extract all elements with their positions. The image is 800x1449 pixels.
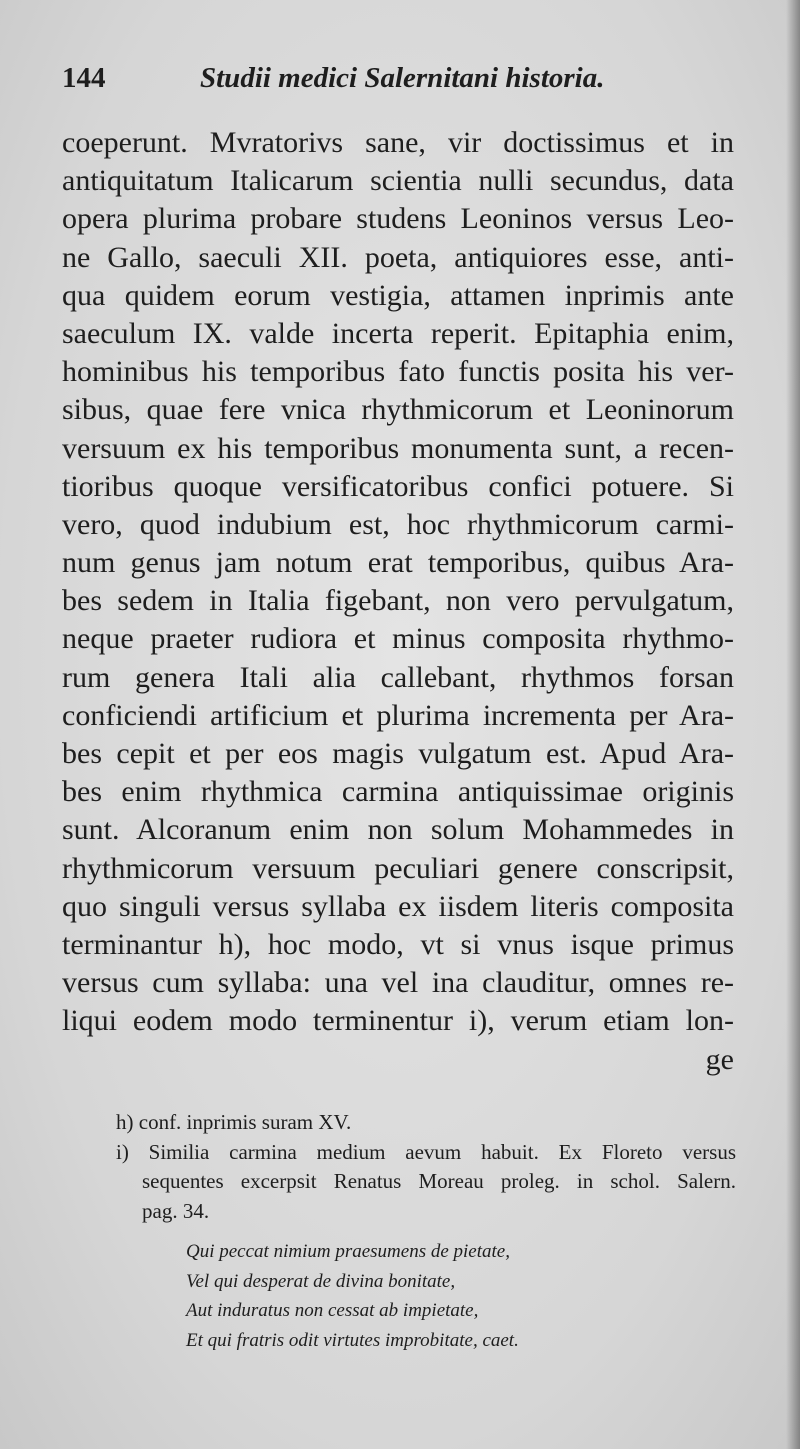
running-title: Studii medici Salernitani historia. (200, 62, 605, 94)
body-line: vero, quod indubium est, hoc rhythmicorum carmi- (62, 507, 734, 541)
verse-line: Et qui fratris odit virtutes improbitate, caet. (186, 1329, 519, 1351)
footnote-i: i) Similia carmina medium aevum habuit. Ex Floreto versus (116, 1139, 736, 1164)
body-line: bes enim rhythmica carmina antiquissimae originis (62, 775, 734, 809)
body-line: antiquitatum Italicarum scientia nulli secundus, data (62, 164, 734, 198)
page-edge-shadow (786, 0, 800, 1449)
body-line: versus cum syllaba: una vel ina clauditur, omnes re- (62, 966, 734, 1000)
body-line: bes cepit et per eos magis vulgatum est. Apud Ara- (62, 737, 734, 770)
body-line: sunt. Alcoranum enim non solum Mohammedes in (62, 813, 734, 847)
verse-line: Aut induratus non cessat ab impietate, (186, 1300, 479, 1321)
body-line: liqui eodem modo terminentur i), verum etiam lon- (62, 1004, 734, 1038)
body-line: neque praeter rudiora et minus composita rhythmo- (62, 622, 734, 656)
body-line: versuum ex his temporibus monumenta sunt, a recen- (62, 431, 734, 465)
body-line: rum genera Itali alia callebant, rhythmos forsan (62, 660, 734, 694)
body-line: conficiendi artificium et plurima incrementa per Ara- (62, 698, 734, 732)
body-text (62, 124, 734, 1079)
body-line: rhythmicorum versuum peculiari genere conscripsit, (62, 851, 734, 885)
body-line: opera plurima probare studens Leoninos versus Leo- (62, 202, 734, 236)
catchword: ge (705, 1042, 734, 1076)
verse-quotation (186, 1237, 726, 1355)
body-line: quo singuli versus syllaba ex iisdem literis composita (62, 889, 734, 923)
body-line: ne Gallo, saeculi XII. poeta, antiquiores esse, anti- (62, 240, 734, 274)
body-line: bes sedem in Italia figebant, non vero pervulgatum, (62, 584, 734, 618)
body-line: qua quidem eorum vestigia, attamen inprimis ante (62, 278, 734, 312)
body-line: num genus jam notum erat temporibus, quibus Ara- (62, 546, 734, 580)
body-line: tioribus quoque versificatoribus confici potuere. Si (62, 469, 734, 503)
page-header (62, 62, 742, 102)
body-line: terminantur h), hoc modo, vt si vnus isque primus (62, 927, 734, 961)
body-line: saeculum IX. valde incerta reperit. Epitaphia enim, (62, 316, 734, 350)
verse-line: Vel qui desperat de divina bonitate, (186, 1270, 456, 1292)
footnote-i-page-ref: pag. 34. (142, 1198, 210, 1223)
page-number: 144 (62, 62, 106, 94)
body-line: coeperunt. Mvratorivs sane, vir doctissimus et in (62, 126, 734, 159)
body-line: hominibus his temporibus fato functis posita his ver- (62, 355, 734, 389)
footnote-h: h) conf. inprimis suram XV. (116, 1110, 352, 1134)
body-line: sibus, quae fere vnica rhythmicorum et Leoninorum (62, 393, 734, 427)
footnote-i-continuation: sequentes excerpsit Renatus Moreau proleg. in schol. Salern. (142, 1169, 736, 1193)
footnotes (116, 1108, 736, 1226)
verse-line: Qui peccat nimium praesumens de pietate, (186, 1241, 510, 1262)
